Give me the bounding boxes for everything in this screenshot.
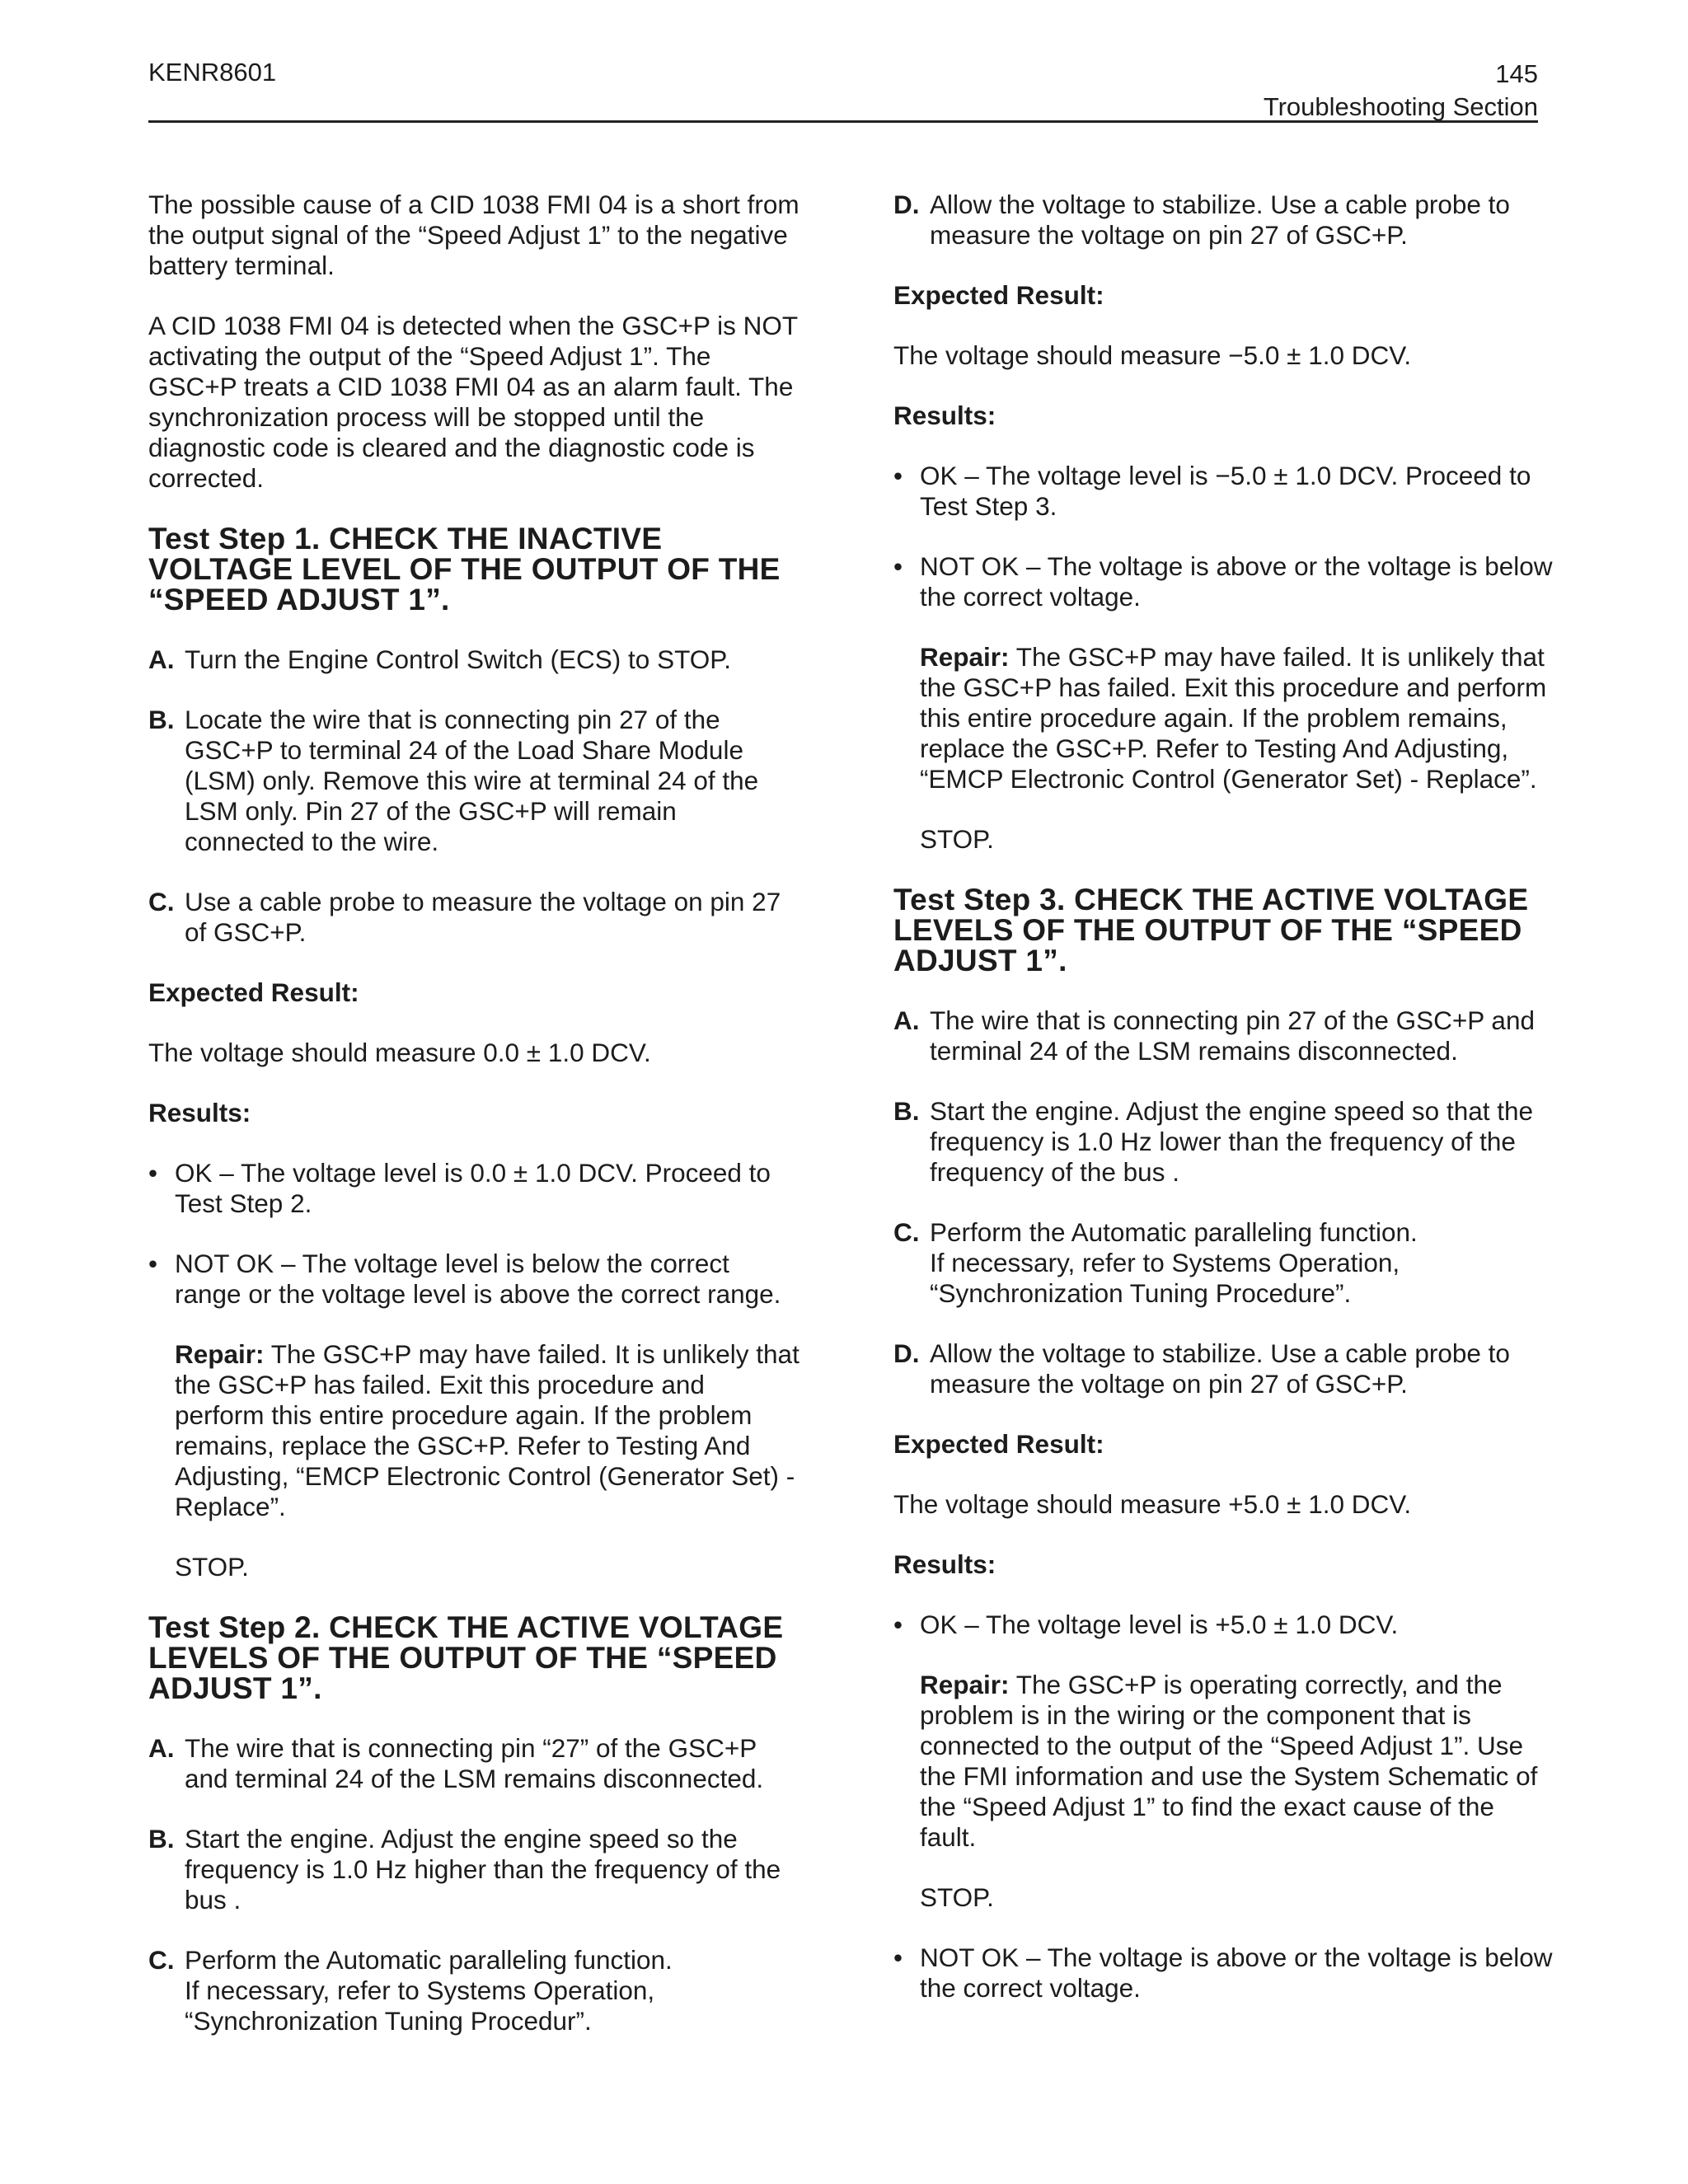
expected-result-label: Expected Result: [893, 280, 1104, 310]
repair-note [148, 1339, 799, 1522]
step-3c [893, 1217, 1553, 1309]
expected-result-label: Expected Result: [893, 1429, 1104, 1459]
step-text: Use a cable probe to measure the voltage on pin 27 of GSC+P. [185, 887, 781, 947]
stop-note: STOP. [175, 1552, 249, 1582]
section-title: Troubleshooting Section [1263, 92, 1538, 121]
step-letter: C. [148, 887, 175, 916]
results-label: Results: [893, 401, 996, 430]
result-ok: • OK – The voltage level is +5.0 ± 1.0 DCV. [893, 1610, 1553, 1640]
document-id: KENR8601 [148, 58, 277, 87]
repair-text: The GSC+P is operating correctly, and the problem is in the wiring or the component that is connected to the output of the “Speed Adjust 1”. Use the FMI information and use the System Schematic of the “Speed Adjust 1” to find the exact cause of the fault. [920, 1670, 1538, 1852]
repair-text: The GSC+P may have failed. It is unlikely that the GSC+P has failed. Exit this procedure and perform this entire procedure again. If the problem remains, replace the GSC+P. Refer to Testing And Adjusting, “EMCP Electronic Control (Generator Set) - Replace”. [175, 1339, 799, 1521]
step-1c [148, 887, 799, 948]
result-not-ok: • NOT OK – The voltage level is below the correct range or the voltage level is above the correct range. [148, 1249, 799, 1310]
step-letter: B. [148, 1824, 175, 1854]
step-text: Locate the wire that is connecting pin 27 of the GSC+P to terminal 24 of the Load Share Module (LSM) only. Remove this wire at terminal 24 of the LSM only. Pin 27 of the GSC+P will remain connected to the wire. [185, 705, 759, 856]
result-ok: • OK – The voltage level is 0.0 ± 1.0 DCV. Proceed to Test Step 2. [148, 1158, 799, 1219]
step-letter: B. [148, 705, 175, 734]
step-letter: C. [148, 1945, 175, 1975]
step-3a [893, 1005, 1553, 1066]
expected-result-label: Expected Result: [148, 977, 359, 1007]
step-text-line-2: If necessary, refer to Systems Operation, “Synchronization Tuning Procedure”. [930, 1248, 1400, 1308]
step-letter: C. [893, 1217, 920, 1247]
results-label: Results: [148, 1098, 251, 1127]
expected-result-text: The voltage should measure −5.0 ± 1.0 DCV. [893, 340, 1412, 370]
step-1a [148, 644, 799, 675]
intro-paragraph-1: The possible cause of a CID 1038 FMI 04 is a short from the output signal of the “Speed Adjust 1” to the negative battery terminal. [148, 190, 799, 280]
test-step-2-heading: Test Step 2. CHECK THE ACTIVE VOLTAGE LEVELS OF THE OUTPUT OF THE “SPEED ADJUST 1”. [148, 1610, 784, 1705]
step-text: The wire that is connecting pin 27 of the GSC+P and terminal 24 of the LSM remains disconnected. [930, 1005, 1535, 1066]
step-2b [148, 1824, 799, 1915]
results-label: Results: [893, 1549, 996, 1579]
result-not-ok: • NOT OK – The voltage is above or the voltage is below the correct voltage. [893, 551, 1553, 612]
repair-note [893, 642, 1553, 794]
step-text: Start the engine. Adjust the engine speed so that the frequency is 1.0 Hz lower than the frequency of the frequency of the bus . [930, 1096, 1534, 1187]
step-text: Turn the Engine Control Switch (ECS) to STOP. [185, 644, 731, 674]
result-ok: • OK – The voltage level is −5.0 ± 1.0 DCV. Proceed to Test Step 3. [893, 461, 1553, 522]
step-2c [148, 1945, 799, 2036]
step-text: Start the engine. Adjust the engine speed so the frequency is 1.0 Hz higher than the frequency of the bus . [185, 1824, 781, 1915]
stop-note: STOP. [920, 824, 994, 854]
right-column [893, 190, 1553, 2033]
step-text-line-1: Perform the Automatic paralleling function. [185, 1945, 673, 1975]
expected-result-text: The voltage should measure 0.0 ± 1.0 DCV. [148, 1038, 651, 1067]
page-header-right [1264, 58, 1538, 124]
step-text: Allow the voltage to stabilize. Use a cable probe to measure the voltage on pin 27 of GSC+P. [930, 190, 1510, 250]
repair-label: Repair: [920, 642, 1010, 672]
test-step-3-heading: Test Step 3. CHECK THE ACTIVE VOLTAGE LEVELS OF THE OUTPUT OF THE “SPEED ADJUST 1”. [893, 883, 1529, 977]
step-1b [148, 705, 799, 857]
step-letter: B. [893, 1096, 920, 1126]
step-letter: A. [148, 1733, 175, 1763]
repair-label: Repair: [175, 1339, 265, 1369]
result-not-ok: • NOT OK – The voltage is above or the voltage is below the correct voltage. [893, 1943, 1553, 2004]
repair-label: Repair: [920, 1670, 1010, 1699]
step-letter: A. [893, 1005, 920, 1035]
step-text-line-1: Perform the Automatic paralleling function. [930, 1217, 1418, 1247]
page-number: 145 [1495, 59, 1538, 88]
intro-paragraph-2: A CID 1038 FMI 04 is detected when the GSC+P is NOT activating the output of the “Speed Adjust 1”. The GSC+P treats a CID 1038 FMI 04 as an alarm fault. The synchronization process will be stopped until the diagnostic code is cleared and the diagnostic code is corrected. [148, 311, 798, 493]
step-text-line-2: If necessary, refer to Systems Operation, “Synchronization Tuning Procedur”. [185, 1975, 655, 2036]
test-step-1-heading: Test Step 1. CHECK THE INACTIVE VOLTAGE LEVEL OF THE OUTPUT OF THE “SPEED ADJUST 1”. [148, 522, 781, 616]
repair-text: The GSC+P may have failed. It is unlikely that the GSC+P has failed. Exit this procedure and perform this entire procedure again. If the problem remains, replace the GSC+P. Refer to Testing And Adjusting, “EMCP Electronic Control (Generator Set) - Replace”. [920, 642, 1547, 794]
expected-result-text: The voltage should measure +5.0 ± 1.0 DCV. [893, 1489, 1412, 1519]
header-rule [148, 120, 1538, 123]
step-text: Allow the voltage to stabilize. Use a cable probe to measure the voltage on pin 27 of GSC+P. [930, 1338, 1510, 1399]
step-letter: D. [893, 1338, 920, 1368]
step-3b [893, 1096, 1553, 1188]
step-2a [148, 1733, 799, 1794]
left-column [148, 190, 799, 2066]
step-letter: A. [148, 644, 175, 674]
stop-note: STOP. [920, 1882, 994, 1912]
step-letter: D. [893, 190, 920, 219]
repair-note [893, 1670, 1553, 1853]
step-text: The wire that is connecting pin “27” of the GSC+P and terminal 24 of the LSM remains disconnected. [185, 1733, 764, 1793]
step-2d [893, 190, 1553, 251]
step-3d [893, 1338, 1553, 1399]
